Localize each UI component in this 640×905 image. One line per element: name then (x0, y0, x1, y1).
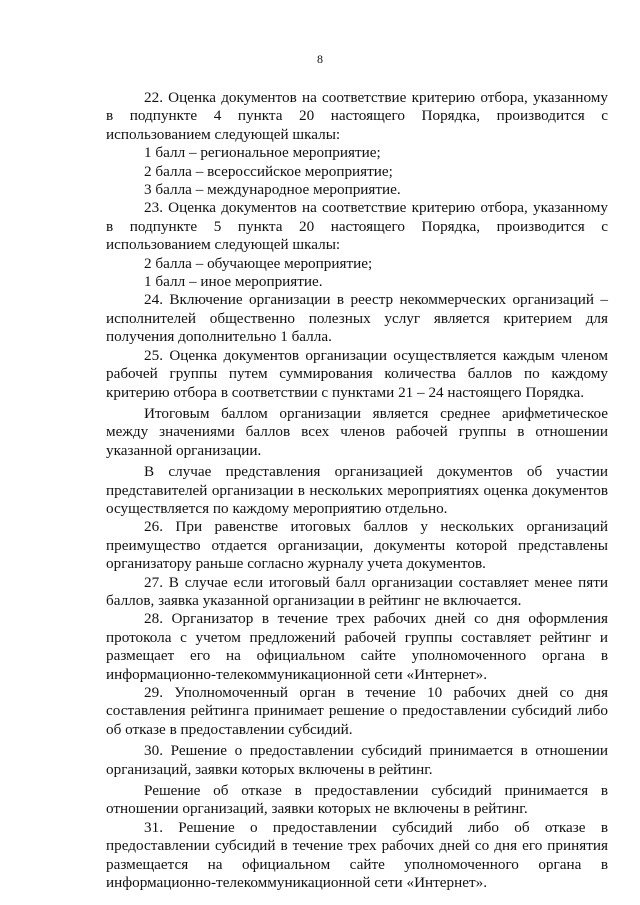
list-item: 3 балла – международное мероприятие. (144, 181, 401, 199)
paragraph-25-multiple-events: В случае представления организацией документов об участии представителей организации в нескольких мероприятиях оценка документов осуществляется по каждому мероприятию отдельно. (106, 463, 608, 517)
paragraph-23: 23. Оценка документов на соответствие критерию отбора, указанному в подпункте 5 пункта 20 настоящего Порядка, производится с использованием следующей шкалы: (106, 199, 608, 254)
paragraph-25-final-score: Итоговым баллом организации является среднее арифметическое между значениями баллов всех членов рабочей группы в отношении указанной организации. (106, 404, 608, 459)
paragraph-24: 24. Включение организации в реестр некоммерческих организаций – исполнителей общественно полезных услуг является критерием для получения дополнительно 1 балла. (106, 291, 608, 346)
paragraph-28: 28. Организатор в течение трех рабочих дней со дня оформления протокола с учетом предложений рабочей группы составляет рейтинг и размещает его на официальном сайте уполномоченного органа в информационно-телекоммуникационной сети «Интернет». (106, 610, 608, 683)
list-item: 2 балла – всероссийское мероприятие; (144, 162, 393, 180)
list-item: 2 балла – обучающее мероприятие; (144, 254, 373, 272)
page-number: 8 (317, 52, 323, 66)
paragraph-29: 29. Уполномоченный орган в течение 10 рабочих дней со дня составления рейтинга принимает решение о предоставлении субсидий либо об отказе в предоставлении субсидий. (106, 684, 608, 738)
list-item: 1 балл – региональное мероприятие; (144, 144, 381, 162)
paragraph-26: 26. При равенстве итоговых баллов у нескольких организаций преимущество отдается организации, документы которой представлены организатору раньше согласно журналу учета документов. (106, 518, 608, 573)
list-item: 1 балл – иное мероприятие. (144, 273, 323, 291)
paragraph-27: 27. В случае если итоговый балл организации составляет менее пяти баллов, заявка указанной организации в рейтинг не включается. (106, 573, 608, 609)
paragraph-30: 30. Решение о предоставлении субсидий принимается в отношении организаций, заявки которых включены в рейтинг. (106, 742, 608, 778)
paragraph-25: 25. Оценка документов организации осуществляется каждым членом рабочей группы путем суммирования количества баллов по каждому критерию отбора в соответствии с пунктами 21 – 24 настоящего Порядка. (106, 346, 608, 401)
paragraph-22: 22. Оценка документов на соответствие критерию отбора, указанному в подпункте 4 пункта 20 настоящего Порядка, производится с использованием следующей шкалы: (106, 89, 608, 143)
document-body (106, 89, 608, 892)
paragraph-30-refusal: Решение об отказе в предоставлении субсидий принимается в отношении организаций, заявки которых не включены в рейтинг. (106, 782, 608, 818)
paragraph-31: 31. Решение о предоставлении субсидий либо об отказе в предоставлении субсидий в течение трех рабочих дней со дня его принятия размещается на официальном сайте уполномоченного органа в информационно-телекоммуникационной сети «Интернет». (106, 818, 608, 892)
